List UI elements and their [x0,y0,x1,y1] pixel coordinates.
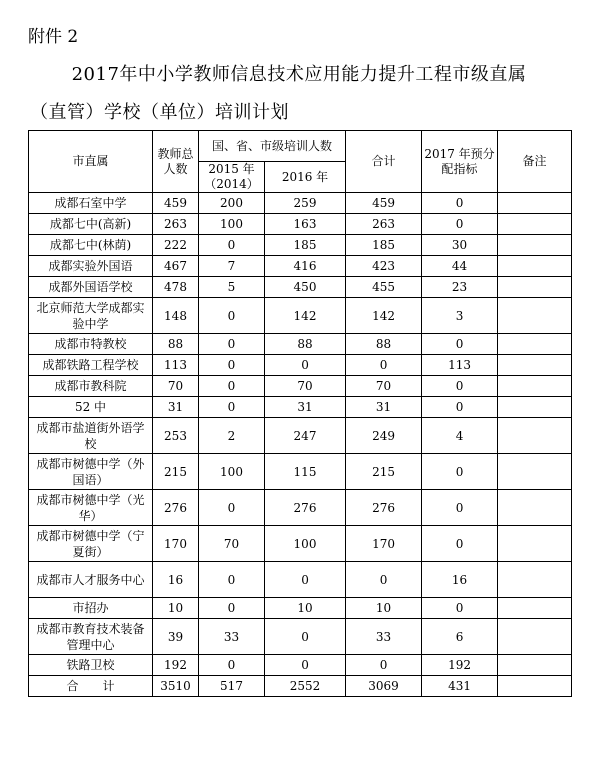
table-row [29,193,572,214]
table-row [29,598,572,619]
cell-unit: 成都市树德中学（外国语） [29,454,153,490]
total-cell-2015: 517 [199,676,265,697]
total-cell-2016: 2552 [265,676,346,697]
cell-teachers-total: 31 [153,397,199,418]
cell-2015: 0 [199,562,265,598]
cell-sum: 0 [346,355,422,376]
total-cell-teachers-total: 3510 [153,676,199,697]
cell-2015: 0 [199,376,265,397]
cell-teachers-total: 10 [153,598,199,619]
table-row [29,235,572,256]
cell-2016: 163 [265,214,346,235]
cell-note [498,418,572,454]
table-row [29,454,572,490]
cell-unit: 成都七中(林荫) [29,235,153,256]
cell-teachers-total: 253 [153,418,199,454]
header-unit: 市直属 [29,131,153,193]
table-row [29,277,572,298]
cell-2016: 115 [265,454,346,490]
cell-sum: 0 [346,562,422,598]
table-row [29,298,572,334]
document-title-line2: （直管）学校（单位）培训计划 [30,102,289,123]
cell-teachers-total: 113 [153,355,199,376]
cell-sum: 31 [346,397,422,418]
cell-2016: 10 [265,598,346,619]
cell-2016: 0 [265,619,346,655]
cell-2016: 0 [265,355,346,376]
cell-2016: 259 [265,193,346,214]
cell-teachers-total: 478 [153,277,199,298]
cell-unit: 北京师范大学成都实验中学 [29,298,153,334]
cell-quota: 0 [422,526,498,562]
cell-note [498,562,572,598]
cell-quota: 3 [422,298,498,334]
cell-teachers-total: 215 [153,454,199,490]
cell-unit: 成都市盐道街外语学校 [29,418,153,454]
cell-unit: 成都石室中学 [29,193,153,214]
table-row [29,490,572,526]
cell-quota: 4 [422,418,498,454]
cell-quota: 0 [422,598,498,619]
cell-note [498,598,572,619]
cell-quota: 16 [422,562,498,598]
cell-teachers-total: 88 [153,334,199,355]
cell-teachers-total: 170 [153,526,199,562]
cell-unit: 成都外国语学校 [29,277,153,298]
cell-quota: 113 [422,355,498,376]
table-row [29,655,572,676]
cell-quota: 192 [422,655,498,676]
cell-unit: 成都市树德中学（宁夏街） [29,526,153,562]
table-row [29,526,572,562]
cell-sum: 459 [346,193,422,214]
cell-2015: 0 [199,235,265,256]
table-row [29,376,572,397]
cell-teachers-total: 148 [153,298,199,334]
cell-quota: 23 [422,277,498,298]
cell-sum: 185 [346,235,422,256]
cell-2015: 0 [199,334,265,355]
cell-sum: 423 [346,256,422,277]
cell-quota: 0 [422,214,498,235]
cell-2016: 100 [265,526,346,562]
attachment-label: 附件 2 [28,27,79,47]
cell-sum: 249 [346,418,422,454]
cell-quota: 0 [422,397,498,418]
cell-2016: 416 [265,256,346,277]
cell-quota: 0 [422,490,498,526]
cell-quota: 6 [422,619,498,655]
table-row [29,619,572,655]
cell-note [498,655,572,676]
cell-quota: 0 [422,334,498,355]
cell-quota: 0 [422,376,498,397]
cell-sum: 455 [346,277,422,298]
header-teachers-total: 教师总人数 [153,131,199,193]
cell-2015: 33 [199,619,265,655]
cell-sum: 215 [346,454,422,490]
table-row [29,397,572,418]
total-row [29,676,572,697]
document-title-line1: 2017年中小学教师信息技术应用能力提升工程市级直属 [71,64,527,85]
header-trained-group: 国、省、市级培训人数 [199,131,346,162]
header-year-2016: 2016 年 [265,162,346,193]
cell-note [498,376,572,397]
total-cell-note [498,676,572,697]
total-cell-sum: 3069 [346,676,422,697]
total-cell-quota: 431 [422,676,498,697]
cell-unit: 52 中 [29,397,153,418]
cell-2015: 0 [199,490,265,526]
cell-2016: 142 [265,298,346,334]
cell-quota: 30 [422,235,498,256]
header-sum: 合计 [346,131,422,193]
cell-2016: 450 [265,277,346,298]
cell-2016: 31 [265,397,346,418]
cell-teachers-total: 39 [153,619,199,655]
cell-teachers-total: 459 [153,193,199,214]
table-row [29,562,572,598]
table-body [29,193,572,697]
cell-sum: 142 [346,298,422,334]
table-row [29,256,572,277]
table-row [29,355,572,376]
cell-note [498,355,572,376]
cell-note [498,193,572,214]
cell-unit: 成都市树德中学（光华） [29,490,153,526]
cell-unit: 成都市人才服务中心 [29,562,153,598]
cell-unit: 成都市特教校 [29,334,153,355]
cell-sum: 263 [346,214,422,235]
cell-2015: 0 [199,397,265,418]
cell-teachers-total: 70 [153,376,199,397]
cell-unit: 成都市教育技术装备管理中心 [29,619,153,655]
cell-sum: 88 [346,334,422,355]
cell-teachers-total: 263 [153,214,199,235]
table-row [29,214,572,235]
table-row [29,418,572,454]
cell-2016: 70 [265,376,346,397]
cell-sum: 170 [346,526,422,562]
cell-teachers-total: 192 [153,655,199,676]
cell-2016: 276 [265,490,346,526]
cell-teachers-total: 467 [153,256,199,277]
cell-2016: 247 [265,418,346,454]
cell-2016: 0 [265,655,346,676]
header-year-2015: 2015 年（2014） [199,162,265,193]
cell-2015: 200 [199,193,265,214]
cell-unit: 成都实验外国语 [29,256,153,277]
cell-2016: 0 [265,562,346,598]
cell-note [498,235,572,256]
total-cell-unit: 合 计 [29,676,153,697]
cell-note [498,298,572,334]
cell-quota: 44 [422,256,498,277]
cell-sum: 276 [346,490,422,526]
cell-sum: 0 [346,655,422,676]
cell-2015: 0 [199,355,265,376]
cell-note [498,277,572,298]
cell-unit: 成都铁路工程学校 [29,355,153,376]
cell-2015: 70 [199,526,265,562]
cell-unit: 铁路卫校 [29,655,153,676]
cell-2015: 100 [199,454,265,490]
cell-note [498,490,572,526]
cell-quota: 0 [422,193,498,214]
cell-note [498,334,572,355]
cell-2015: 7 [199,256,265,277]
cell-unit: 成都七中(高新) [29,214,153,235]
cell-unit: 成都市教科院 [29,376,153,397]
cell-note [498,619,572,655]
table-row [29,334,572,355]
cell-sum: 33 [346,619,422,655]
cell-2015: 100 [199,214,265,235]
cell-quota: 0 [422,454,498,490]
header-remarks: 备注 [498,131,572,193]
cell-2015: 0 [199,598,265,619]
training-plan-table [28,130,572,697]
cell-2016: 88 [265,334,346,355]
cell-teachers-total: 16 [153,562,199,598]
cell-note [498,454,572,490]
cell-2015: 5 [199,277,265,298]
cell-2016: 185 [265,235,346,256]
cell-note [498,526,572,562]
cell-sum: 70 [346,376,422,397]
cell-note [498,397,572,418]
cell-unit: 市招办 [29,598,153,619]
cell-2015: 2 [199,418,265,454]
cell-teachers-total: 222 [153,235,199,256]
cell-2015: 0 [199,298,265,334]
cell-sum: 10 [346,598,422,619]
cell-teachers-total: 276 [153,490,199,526]
cell-2015: 0 [199,655,265,676]
cell-note [498,256,572,277]
cell-note [498,214,572,235]
header-quota-2017: 2017 年预分配指标 [422,131,498,193]
